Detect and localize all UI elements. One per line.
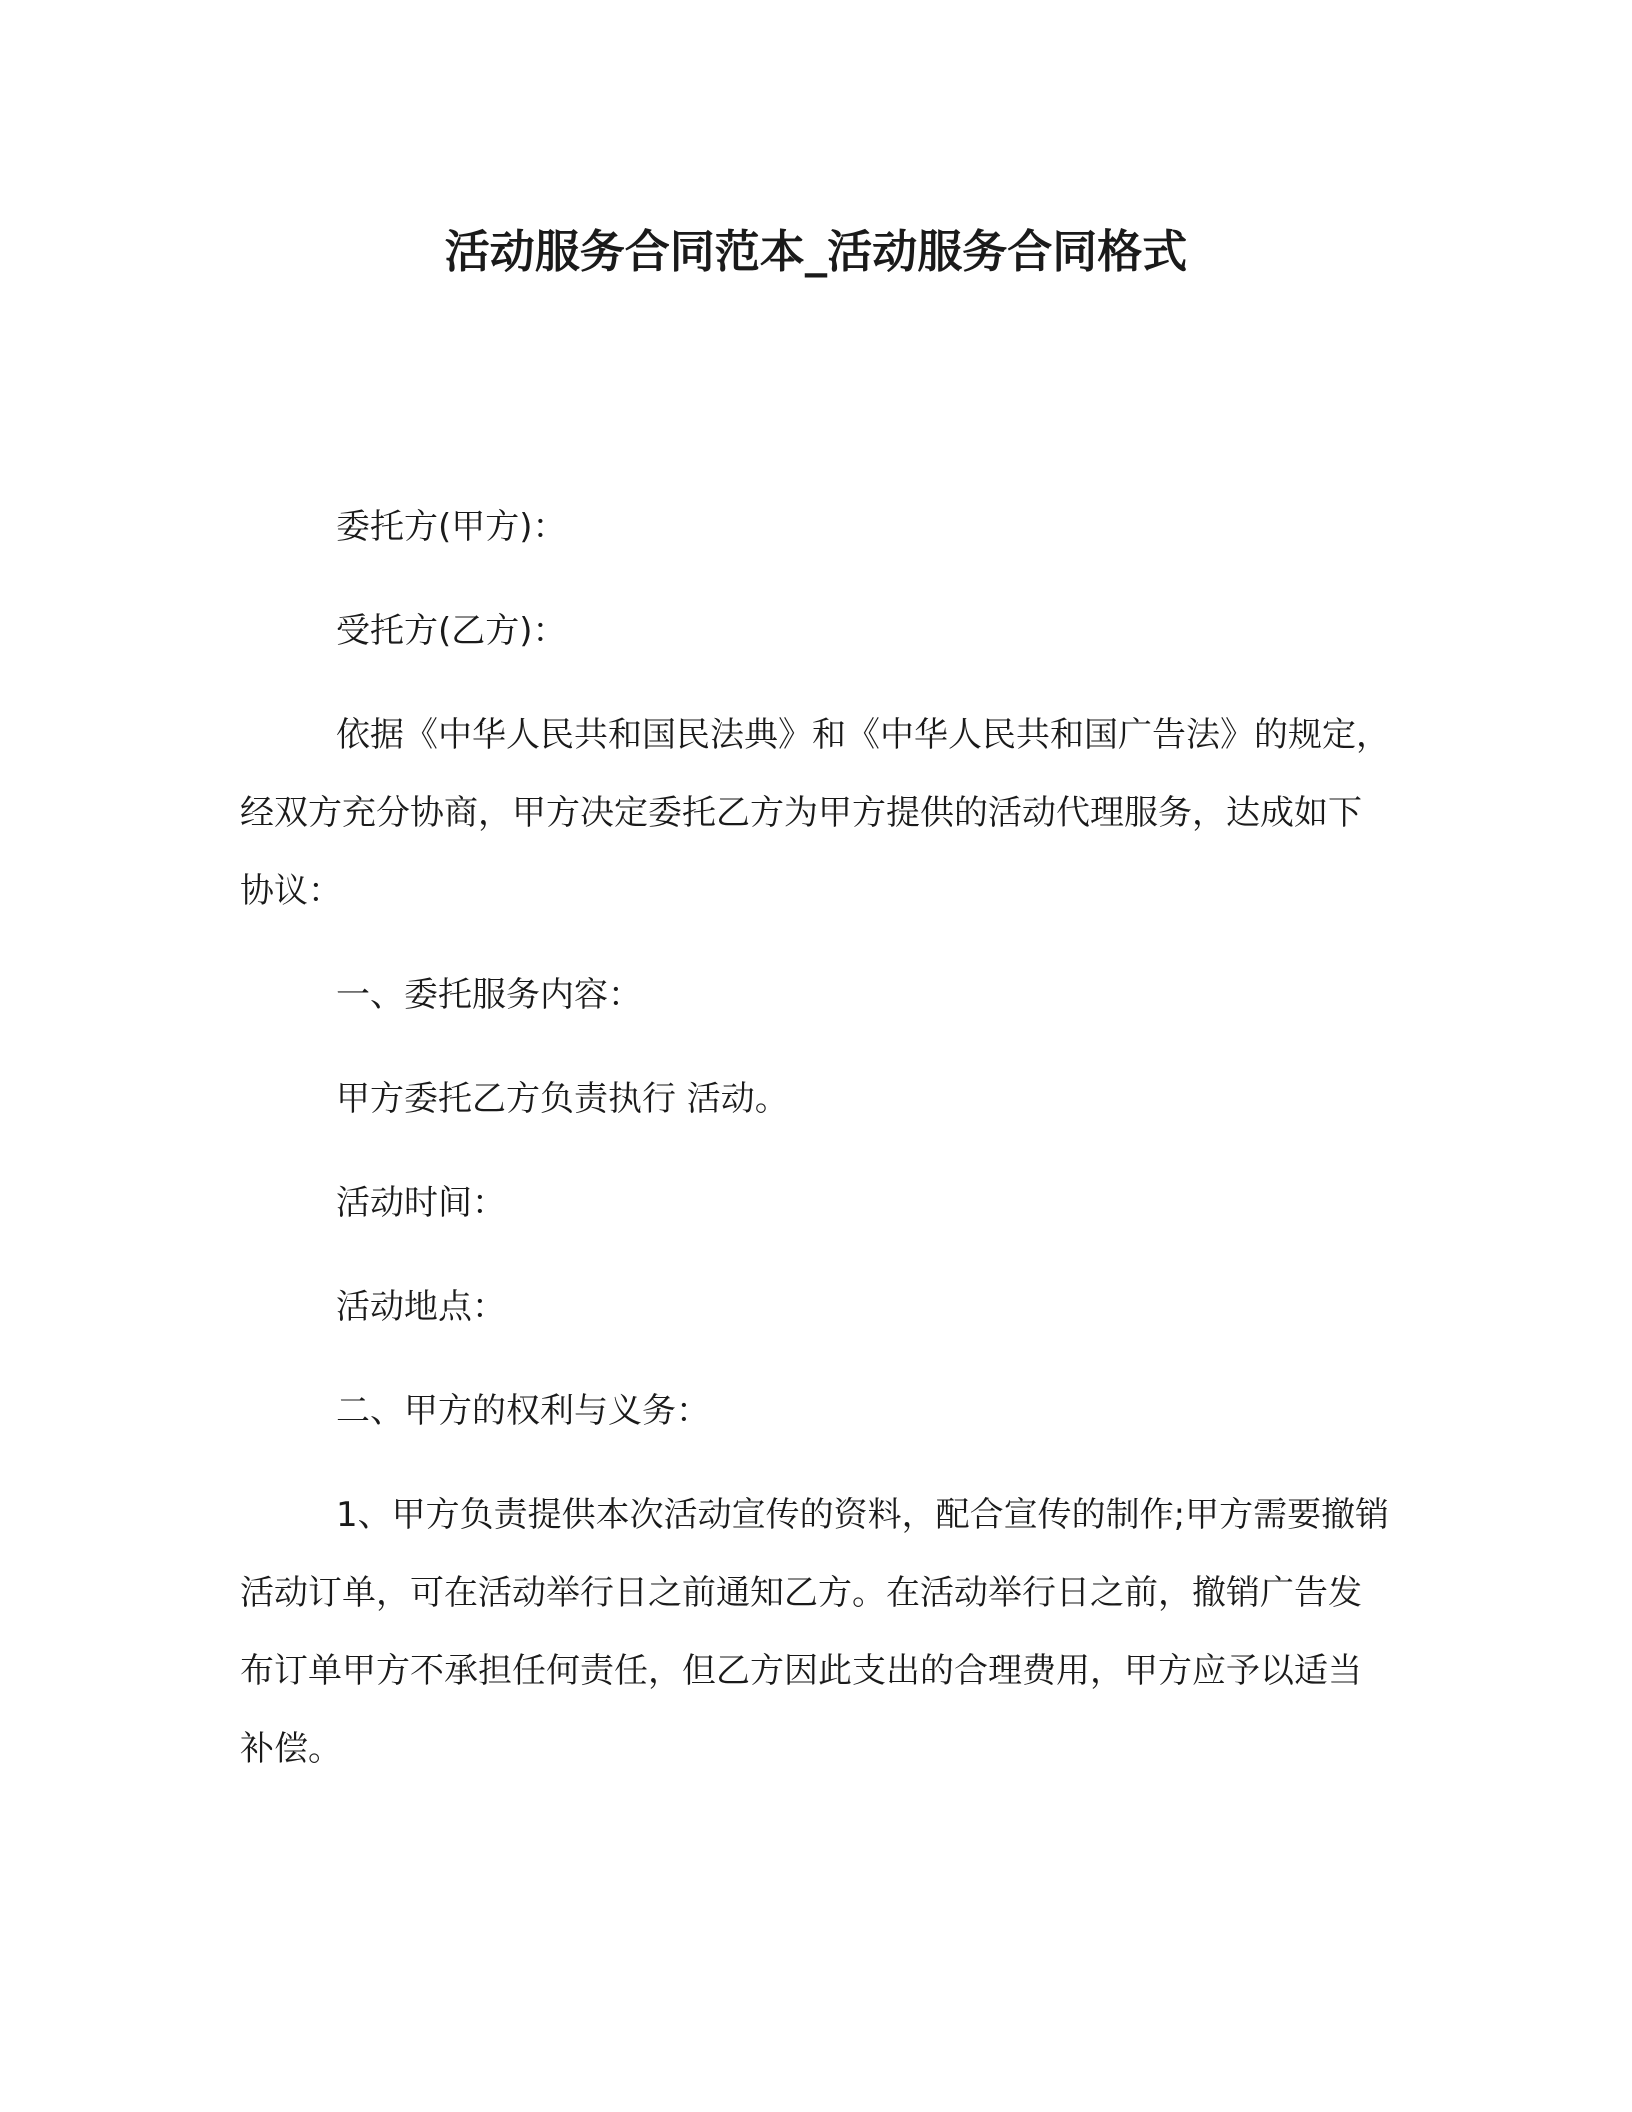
document-title: 活动服务合同范本_活动服务合同格式 <box>444 225 1188 278</box>
party-a-line: 委托方(甲方)： <box>336 507 567 547</box>
preamble-paragraph: 依据《中华人民共和国民法典》和《中华人民共和国广告法》的规定，经双方充分协商，甲方决定委托乙方为甲方提供的活动代理服务，达成如下协议： <box>240 715 1390 911</box>
party-b-line: 受托方(乙方)： <box>336 611 567 651</box>
section-1-heading: 一、委托服务内容： <box>336 975 642 1015</box>
event-time-line: 活动时间： <box>336 1183 506 1223</box>
section-2-heading: 二、甲方的权利与义务： <box>336 1391 710 1431</box>
clause-1-paragraph: 1、甲方负责提供本次活动宣传的资料，配合宣传的制作;甲方需要撤销活动订单，可在活动举行日之前通知乙方。在活动举行日之前，撤销广告发布订单甲方不承担任何责任，但乙方因此支出的合理费用，甲方应予以适当补偿。 <box>240 1495 1390 1769</box>
document-body <box>240 488 1390 1814</box>
service-content-line: 甲方委托乙方负责执行 活动。 <box>336 1079 789 1119</box>
event-location-line: 活动地点： <box>336 1287 506 1327</box>
